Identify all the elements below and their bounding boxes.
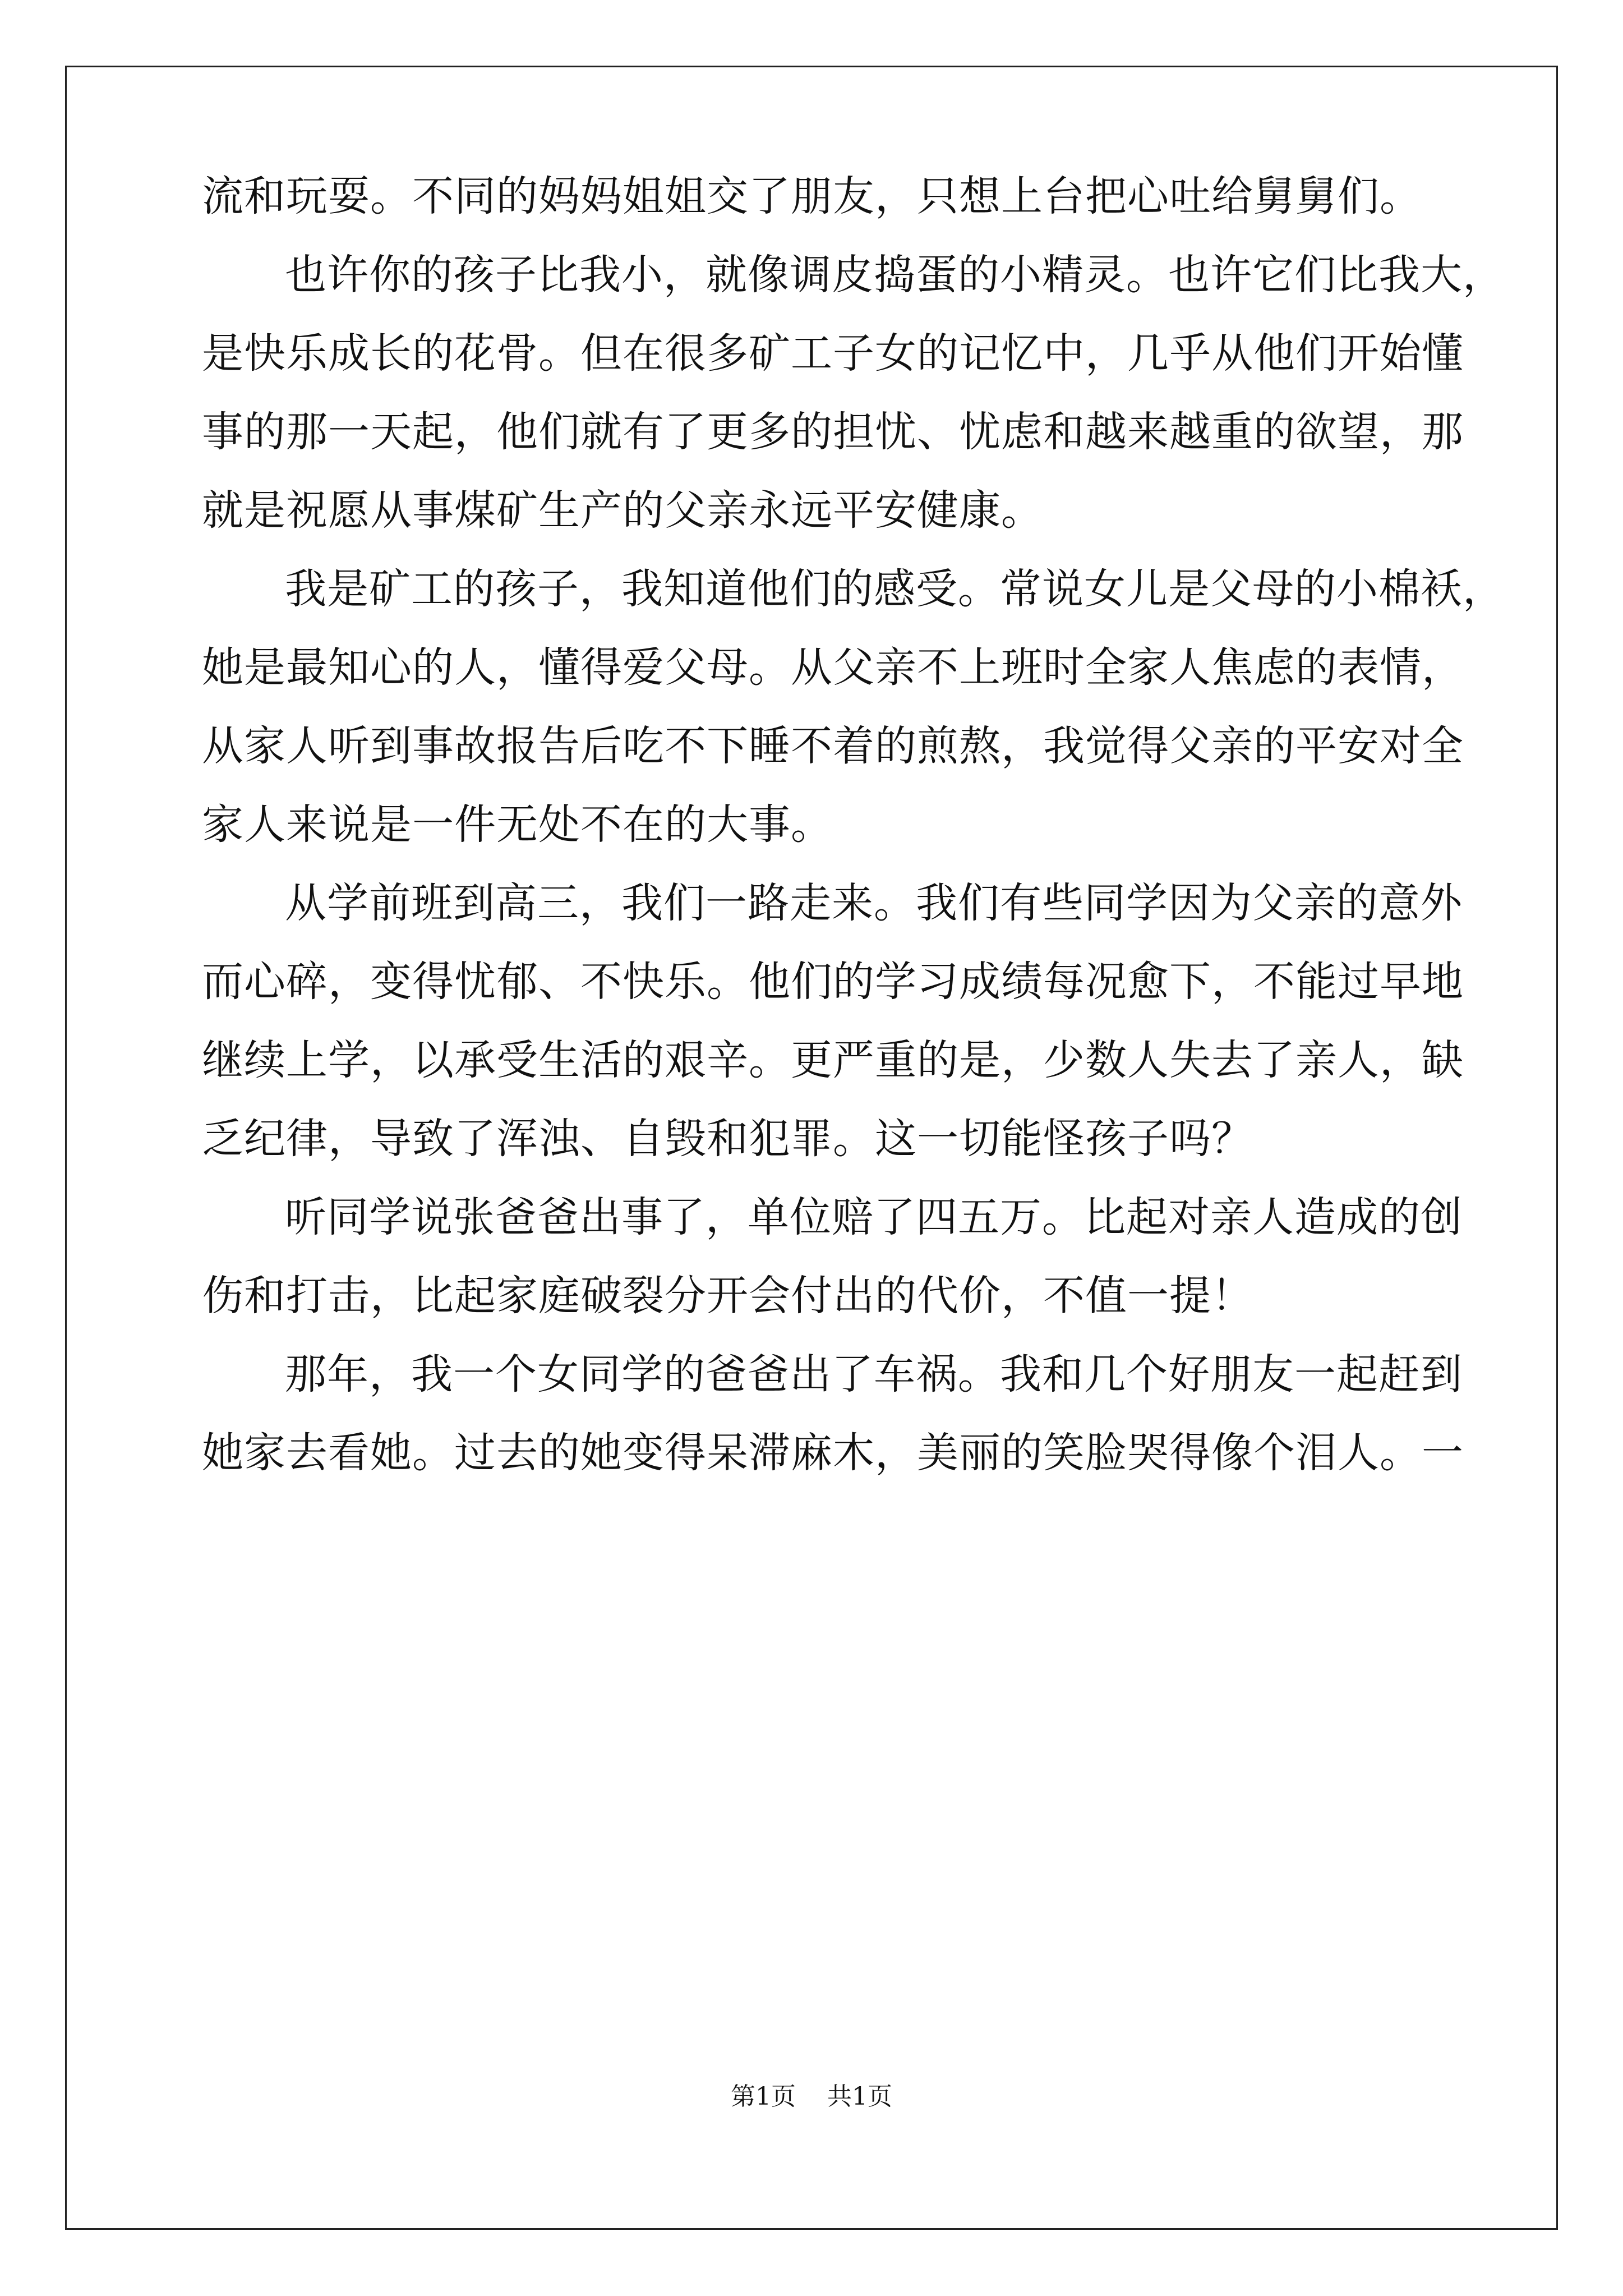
text-line: 而心碎，变得忧郁、不快乐。他们的学习成绩每况愈下，不能过早地 (202, 958, 1464, 1006)
page-number-footer: 第1页 共1页 (731, 2082, 892, 2111)
text-line: 也许你的孩子比我小，就像调皮捣蛋的小精灵。也许它们比我大， (285, 251, 1505, 299)
text-line: 我是矿工的孩子，我知道他们的感受。常说女儿是父母的小棉袄， (285, 565, 1505, 613)
text-line: 流和玩耍。不同的妈妈姐姐交了朋友，只想上台把心吐给舅舅们。 (202, 172, 1422, 220)
text-line: 乏纪律，导致了浑浊、自毁和犯罪。这一切能怪孩子吗？ (202, 1115, 1253, 1163)
text-line: 伤和打击，比起家庭破裂分开会付出的代价，不值一提！ (202, 1272, 1253, 1320)
page-border (65, 66, 1558, 2230)
text-line: 从学前班到高三，我们一路走来。我们有些同学因为父亲的意外 (285, 879, 1463, 927)
text-line: 是快乐成长的花骨。但在很多矿工子女的记忆中，几乎从他们开始懂 (202, 329, 1464, 378)
text-line: 那年，我一个女同学的爸爸出了车祸。我和几个好朋友一起赶到 (285, 1350, 1463, 1398)
text-line: 从家人听到事故报告后吃不下睡不着的煎熬，我觉得父亲的平安对全 (202, 722, 1464, 770)
text-line: 家人来说是一件无处不在的大事。 (202, 800, 833, 849)
text-line: 就是祝愿从事煤矿生产的父亲永远平安健康。 (202, 486, 1043, 535)
text-line: 听同学说张爸爸出事了，单位赔了四五万。比起对亲人造成的创 (285, 1193, 1463, 1241)
text-line: 她家去看她。过去的她变得呆滞麻木，美丽的笑脸哭得像个泪人。一 (202, 1429, 1464, 1477)
text-line: 她是最知心的人，懂得爱父母。从父亲不上班时全家人焦虑的表情， (202, 643, 1464, 692)
text-line: 继续上学，以承受生活的艰辛。更严重的是，少数人失去了亲人，缺 (202, 1036, 1464, 1084)
document-body (202, 157, 1505, 1492)
text-line: 事的那一天起，他们就有了更多的担忧、忧虑和越来越重的欲望，那 (202, 408, 1464, 456)
